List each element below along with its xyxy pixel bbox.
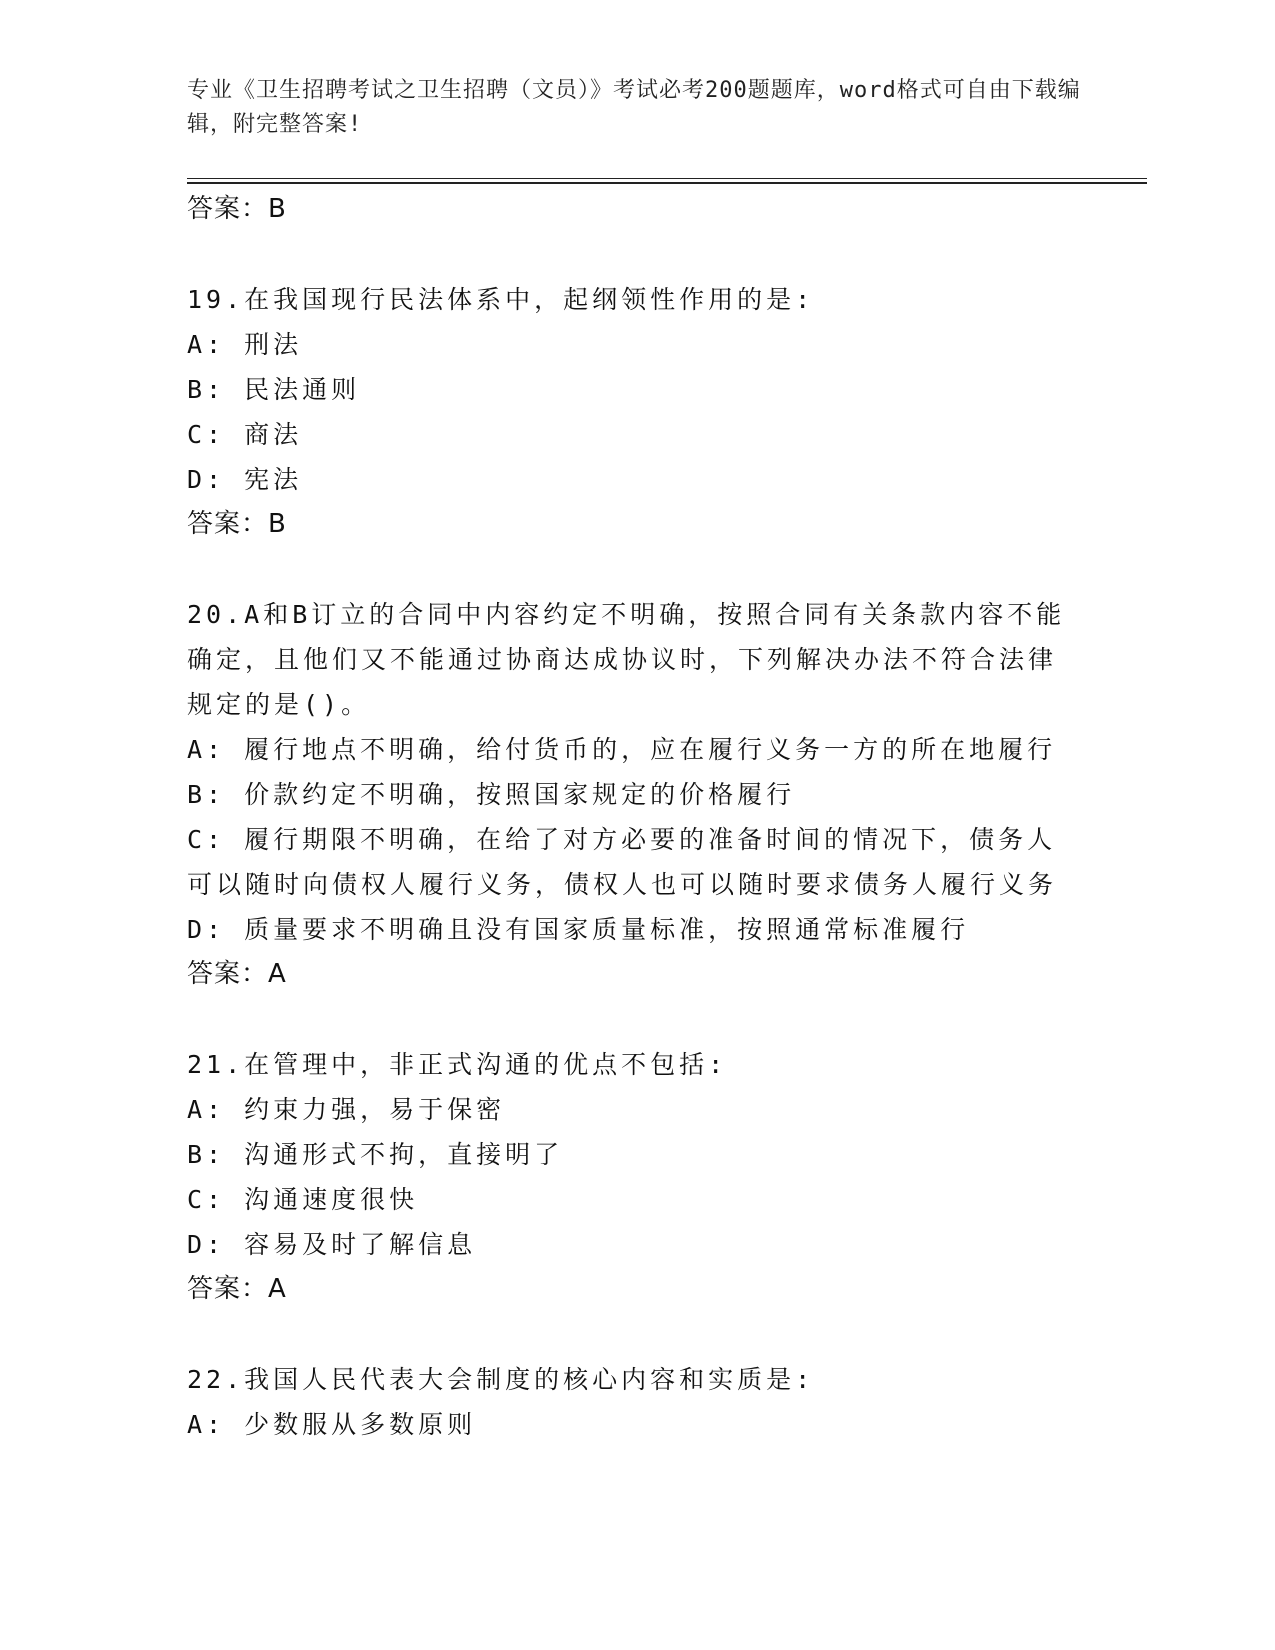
question-block bbox=[187, 1357, 1067, 1447]
question-list bbox=[187, 187, 1067, 1447]
option-d: D: 质量要求不明确且没有国家质量标准，按照通常标准履行 bbox=[187, 915, 970, 944]
question-block bbox=[187, 1042, 1067, 1312]
option-c: C: 商法 bbox=[187, 420, 303, 449]
answer-label: 答案：A bbox=[187, 1274, 287, 1304]
spacer bbox=[187, 997, 1067, 1042]
question-block bbox=[187, 277, 1067, 547]
option-a: A: 刑法 bbox=[187, 330, 303, 359]
option-a: A: 约束力强，易于保密 bbox=[187, 1095, 506, 1124]
option-a: A: 少数服从多数原则 bbox=[187, 1410, 477, 1439]
spacer bbox=[187, 232, 1067, 277]
option-a: A: 履行地点不明确，给付货币的，应在履行义务一方的所在地履行 bbox=[187, 735, 1057, 764]
option-c: C: 沟通速度很快 bbox=[187, 1185, 419, 1214]
header-divider-thin bbox=[187, 178, 1147, 179]
question-text: 19.在我国现行民法体系中，起纲领性作用的是: bbox=[187, 285, 815, 314]
option-b: B: 沟通形式不拘，直接明了 bbox=[187, 1140, 564, 1169]
header-divider-thick bbox=[187, 182, 1147, 184]
option-d: D: 宪法 bbox=[187, 465, 303, 494]
answer-label: 答案：B bbox=[187, 509, 287, 539]
spacer bbox=[187, 547, 1067, 592]
question-text: 20.A和B订立的合同中内容约定不明确，按照合同有关条款内容不能确定，且他们又不能通过协商达成协议时，下列解决办法不符合法律规定的是()。 bbox=[187, 600, 1066, 719]
question-text: 21.在管理中，非正式沟通的优点不包括: bbox=[187, 1050, 728, 1079]
question-block bbox=[187, 592, 1067, 997]
answer-label: 答案：B bbox=[187, 194, 287, 224]
spacer bbox=[187, 1312, 1067, 1357]
option-d: D: 容易及时了解信息 bbox=[187, 1230, 477, 1259]
question-text: 22.我国人民代表大会制度的核心内容和实质是: bbox=[187, 1365, 815, 1394]
question-block bbox=[187, 187, 1067, 232]
answer-label: 答案：A bbox=[187, 959, 287, 989]
option-b: B: 价款约定不明确，按照国家规定的价格履行 bbox=[187, 780, 796, 809]
document-header: 专业《卫生招聘考试之卫生招聘（文员）》考试必考200题题库，word格式可自由下载编辑，附完整答案! bbox=[187, 78, 1081, 137]
option-b: B: 民法通则 bbox=[187, 375, 361, 404]
option-c: C: 履行期限不明确，在给了对方必要的准备时间的情况下，债务人可以随时向债权人履行义务，债权人也可以随时要求债务人履行义务 bbox=[187, 825, 1058, 899]
